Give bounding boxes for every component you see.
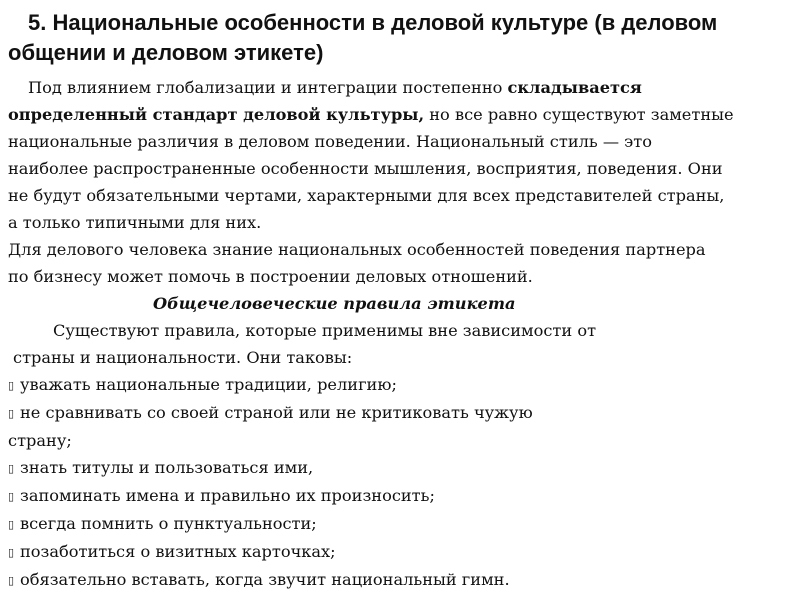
rule-text: обязательно вставать, когда звучит национальный гимн. xyxy=(20,570,510,589)
rule-item xyxy=(8,538,798,566)
rule-text: уважать национальные традиции, религию; xyxy=(20,375,397,394)
rules-intro-line: страны и национальности. Они таковы: xyxy=(13,348,353,367)
rule-text: не сравнивать со своей страной или не критиковать чужую xyxy=(20,403,533,422)
rule-item xyxy=(8,482,798,510)
intro-line: наиболее распространенные особенности мышления, восприятия, поведения. Они xyxy=(8,159,723,178)
rule-text: всегда помнить о пунктуальности; xyxy=(20,514,317,533)
intro-emphasis: определенный стандарт деловой культуры, xyxy=(8,105,425,124)
rule-item xyxy=(8,566,798,594)
intro-line: Для делового человека знание национальных особенностей поведения партнера xyxy=(8,240,706,259)
slide-body xyxy=(8,74,798,594)
rule-text: запоминать имена и правильно их произносить; xyxy=(20,486,435,505)
rule-item xyxy=(8,454,798,482)
section-heading: Общечеловеческие правила этикета xyxy=(153,294,516,313)
bullet-icon: ▯ xyxy=(8,546,15,559)
bullet-icon: ▯ xyxy=(8,490,15,503)
rule-item xyxy=(8,510,798,538)
bullet-icon: ▯ xyxy=(8,518,15,531)
intro-line: национальные различия в деловом поведении. Национальный стиль — это xyxy=(8,132,652,151)
intro-line: Под влиянием глобализации и интеграции постепенно складывается xyxy=(28,78,642,97)
intro-line: а только типичными для них. xyxy=(8,213,262,232)
rule-continuation: страну; xyxy=(8,431,72,450)
intro-line: определенный стандарт деловой культуры, но все равно существуют заметные xyxy=(8,105,734,124)
bullet-icon: ▯ xyxy=(8,407,15,420)
rules-intro-line: Существуют правила, которые применимы вне зависимости от xyxy=(53,321,597,340)
rule-item xyxy=(8,371,798,399)
rule-text: знать титулы и пользоваться ими, xyxy=(20,458,314,477)
intro-line: не будут обязательными чертами, характерными для всех представителей страны, xyxy=(8,186,725,205)
rule-text: позаботиться о визитных карточках; xyxy=(20,542,336,561)
rule-item xyxy=(8,399,798,427)
bullet-icon: ▯ xyxy=(8,379,15,392)
bullet-icon: ▯ xyxy=(8,462,15,475)
bullet-icon: ▯ xyxy=(8,574,15,587)
intro-emphasis: складывается xyxy=(507,78,642,97)
intro-line: по бизнесу может помочь в построении деловых отношений. xyxy=(8,267,533,286)
page-title: 5. Национальные особенности в деловой культуре (в деловом общении и деловом этикете) xyxy=(8,10,718,65)
